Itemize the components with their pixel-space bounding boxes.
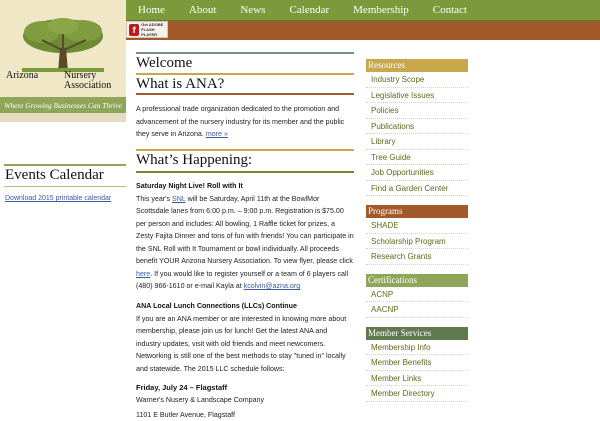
get-flash-player-button[interactable] — [126, 21, 168, 38]
nav-news[interactable]: News — [228, 0, 277, 21]
sidebar-heading-certifications: Certifications — [366, 274, 468, 287]
logo-line-2: Nursery — [64, 70, 96, 81]
intro-text: A professional trade organization dedicated to the promotion and advancement of the nursery industry for its member and the public they serve in Arizona. more » — [136, 103, 354, 141]
events-title: Events Calendar — [5, 167, 104, 184]
main-content — [136, 52, 354, 421]
sidebar-item-member-benefits[interactable]: Member Benefits — [366, 355, 468, 371]
top-nav — [126, 0, 600, 21]
story-title: ANA Local Lunch Connections (LLCs) Continue — [136, 302, 354, 310]
sidebar-heading-programs: Programs — [366, 205, 468, 218]
nav-home[interactable]: Home — [126, 0, 177, 21]
sidebar-item-policies[interactable]: Policies — [366, 103, 468, 119]
nav-membership[interactable]: Membership — [341, 0, 421, 21]
nav-calendar[interactable]: Calendar — [277, 0, 341, 21]
nav-about[interactable]: About — [177, 0, 229, 21]
logo-line-3: Association — [64, 80, 111, 91]
flash-text-2: FLASH PLAYER — [141, 27, 157, 37]
event-line: Warner's Nusery & Landscape Company — [136, 394, 354, 407]
sidebar-item-find-garden-center[interactable]: Find a Garden Center — [366, 181, 468, 197]
snl-link[interactable]: SNL — [172, 195, 186, 203]
sidebar-item-job-opportunities[interactable]: Job Opportunities — [366, 165, 468, 181]
sidebar-item-tree-guide[interactable]: Tree Guide — [366, 150, 468, 166]
nav-contact[interactable]: Contact — [421, 0, 479, 21]
events-rule — [4, 164, 126, 166]
sidebar-heading-member-services: Member Services — [366, 327, 468, 340]
sidebar-item-library[interactable]: Library — [366, 134, 468, 150]
sidebar-item-aacnp[interactable]: AACNP — [366, 302, 468, 318]
events-rule-2 — [4, 186, 126, 187]
download-calendar-link[interactable]: Download 2015 printable calendar — [5, 195, 111, 202]
sidebar-item-publications[interactable]: Publications — [366, 119, 468, 135]
email-link[interactable]: kcolvin@azna.org — [244, 282, 301, 290]
sidebar-item-acnp[interactable]: ACNP — [366, 287, 468, 303]
sidebar-item-legislative-issues[interactable]: Legislative Issues — [366, 88, 468, 104]
story-title: Saturday Night Live! Roll with It — [136, 182, 354, 190]
logo-line-1: Arizona — [6, 70, 38, 81]
event-heading: Friday, July 24 – Flagstaff — [136, 383, 354, 392]
left-band — [0, 113, 126, 122]
logo[interactable] — [0, 0, 126, 105]
sidebar-heading-resources: Resources — [366, 59, 468, 72]
sidebar-item-membership-info[interactable]: Membership Info — [366, 340, 468, 356]
welcome-heading: Welcome — [136, 54, 354, 73]
sidebar — [366, 59, 468, 402]
tree-logo-icon — [20, 18, 106, 72]
flash-player-icon: f — [129, 24, 139, 36]
rule — [136, 93, 354, 95]
event-line: 1101 E Butler Avenue, Flagstaff — [136, 409, 354, 421]
header-band — [126, 21, 600, 40]
flash-text-1: Get ADOBE — [141, 22, 163, 27]
sidebar-item-shade[interactable]: SHADE — [366, 218, 468, 234]
sidebar-item-member-links[interactable]: Member Links — [366, 371, 468, 387]
sidebar-item-scholarship[interactable]: Scholarship Program — [366, 234, 468, 250]
sidebar-item-industry-scope[interactable]: Industry Scope — [366, 72, 468, 88]
story-text: If you are an ANA member or are interested in knowing more about membership, please join us for lunch! Get the latest ANA and industry updates, visit with old friends and meet newcomers. Networking is still one of the best methods to stay "tuned in" locally and statewide. The 2015 LLC schedule follows: — [136, 313, 354, 376]
flyer-here-link[interactable]: here — [136, 270, 150, 278]
sidebar-item-member-directory[interactable]: Member Directory — [366, 386, 468, 402]
more-link[interactable]: more » — [206, 130, 228, 138]
rule — [136, 171, 354, 173]
story-text: This year's SNL will be Saturday, April 11th at the BowlMor Scottsdale lanes from 6:00 p.m. – 9:00 p.m. Registration is $75.00 per person and includes: All bowling, 1 Raffle ticket for prizes, a Zesty Fajita Dinner and tons of fun with friends! You can participate in the SNL Roll with It Tournament or bowl individually. All proceeds benefit YOUR Arizona Nursery Association. To view flyer, please click here. If you would like to register yourself or a team of 6 players call (480) 966-1610 or e-mail Kayla at kcolvin@azna.org — [136, 193, 354, 293]
whats-happening-heading: What’s Happening: — [136, 151, 354, 171]
sidebar-item-research-grants[interactable]: Research Grants — [366, 249, 468, 265]
what-is-ana-heading: What is ANA? — [136, 75, 354, 93]
tagline: Where Growing Businesses Can Thrive — [0, 97, 126, 113]
